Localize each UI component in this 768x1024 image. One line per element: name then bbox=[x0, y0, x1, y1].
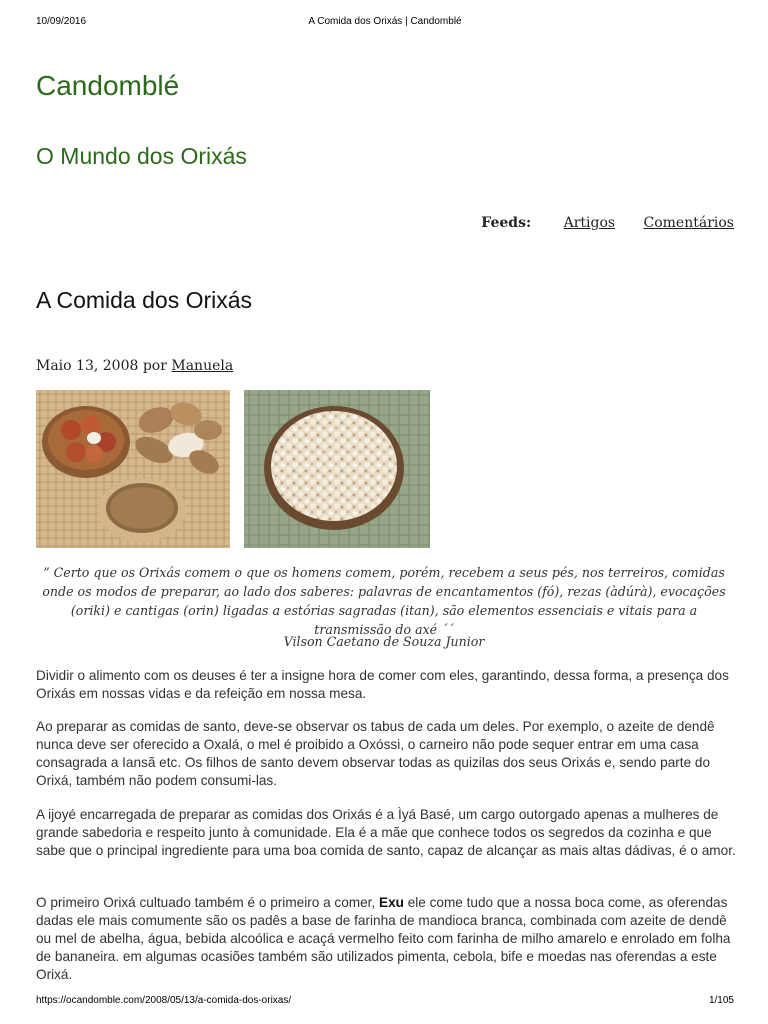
paragraph-3: A ijoyé encarregada de preparar as comidas dos Orixás é a Ìyá Basé, um cargo outorgado apenas a mulheres de grande sabedoria e respeito junto à comunidade. Ela é a mãe que conhece todos os segredos da cozinha e que sabe que o principal ingrediente para uma boa comida de santo, capaz de alcançar as mais altas dádivas, é o amor. bbox=[36, 807, 736, 858]
food-offerings-photo bbox=[36, 390, 230, 548]
paragraph-2: Ao preparar as comidas de santo, deve-se observar os tabus de cada um deles. Por exemplo, o azeite de dendê nunca deve ser oferecido a Oxalá, o mel é proibido a Oxóssi, o carneiro não pode sequer entrar em uma casa consagrada a Iansã etc. Os filhos de santo devem observar todas as quizilas dos seus Orixás e, sendo parte do Orixá, também não podem consumi-las. bbox=[36, 719, 715, 788]
paragraph-4-start: O primeiro Orixá cultuado também é o primeiro a comer, bbox=[36, 895, 379, 910]
popcorn-offering-photo bbox=[244, 390, 430, 548]
feeds-label: Feeds: bbox=[481, 215, 532, 231]
site-description: O Mundo dos Orixás bbox=[36, 143, 247, 169]
print-page-title: A Comida dos Orixás | Candomblé bbox=[308, 16, 462, 27]
quote-author: Vilson Caetano de Souza Junior bbox=[283, 634, 485, 649]
feeds-bar bbox=[481, 215, 734, 231]
epigraph-quote: ” Certo que os Orixás comem o que os homens comem, porém, recebem a seus pés, nos terreiros, comidas onde os modos de preparar, ao lado dos saberes: palavras de encantamentos (fó), rezas (àdúrà), evocações (oriki) e cantigas (orin) ligadas a estórias sagradas (itan), são elementos essenciais e vitais para a transmissão do axé ´´ bbox=[42, 565, 726, 637]
post-meta bbox=[36, 358, 233, 374]
feed-link-artigos[interactable]: Artigos bbox=[563, 215, 616, 231]
feed-link-comentarios[interactable]: Comentários bbox=[643, 215, 734, 231]
site-title-link[interactable]: Candomblé bbox=[36, 70, 180, 101]
paragraph-1: Dividir o alimento com os deuses é ter a insigne hora de comer com eles, garantindo, dessa forma, a presença dos Orixás em nossas vidas e da refeição em nossa mesa. bbox=[36, 668, 729, 701]
paragraph-4-end: ele come tudo que a nossa boca come, as oferendas dadas ele mais comumente são os padês a base de farinha de mandioca branca, combinada com azeite de dendê ou mel de abelha, água, bebida alcoólica e acaçá vermelho feito com farinha de milho amarelo e enrolado em folha de bananeira. em algumas ocasiões também são utilizados pimenta, cebola, bife e moedas nas oferendas a este Orixá. bbox=[36, 895, 731, 982]
popcorn-bowl-illustration bbox=[244, 390, 430, 548]
print-page-number: 1/105 bbox=[708, 995, 734, 1006]
author-link[interactable]: Manuela bbox=[171, 358, 234, 374]
paragraph-4 bbox=[36, 894, 736, 984]
post-date: Maio 13, 2008 por bbox=[36, 358, 167, 374]
print-url: https://ocandomble.com/2008/05/13/a-comida-dos-orixas/ bbox=[36, 995, 292, 1006]
post-title: A Comida dos Orixás bbox=[36, 287, 253, 313]
paragraph-4-exu: Exu bbox=[379, 895, 404, 910]
food-offerings-illustration bbox=[36, 390, 230, 548]
print-date: 10/09/2016 bbox=[36, 16, 87, 27]
